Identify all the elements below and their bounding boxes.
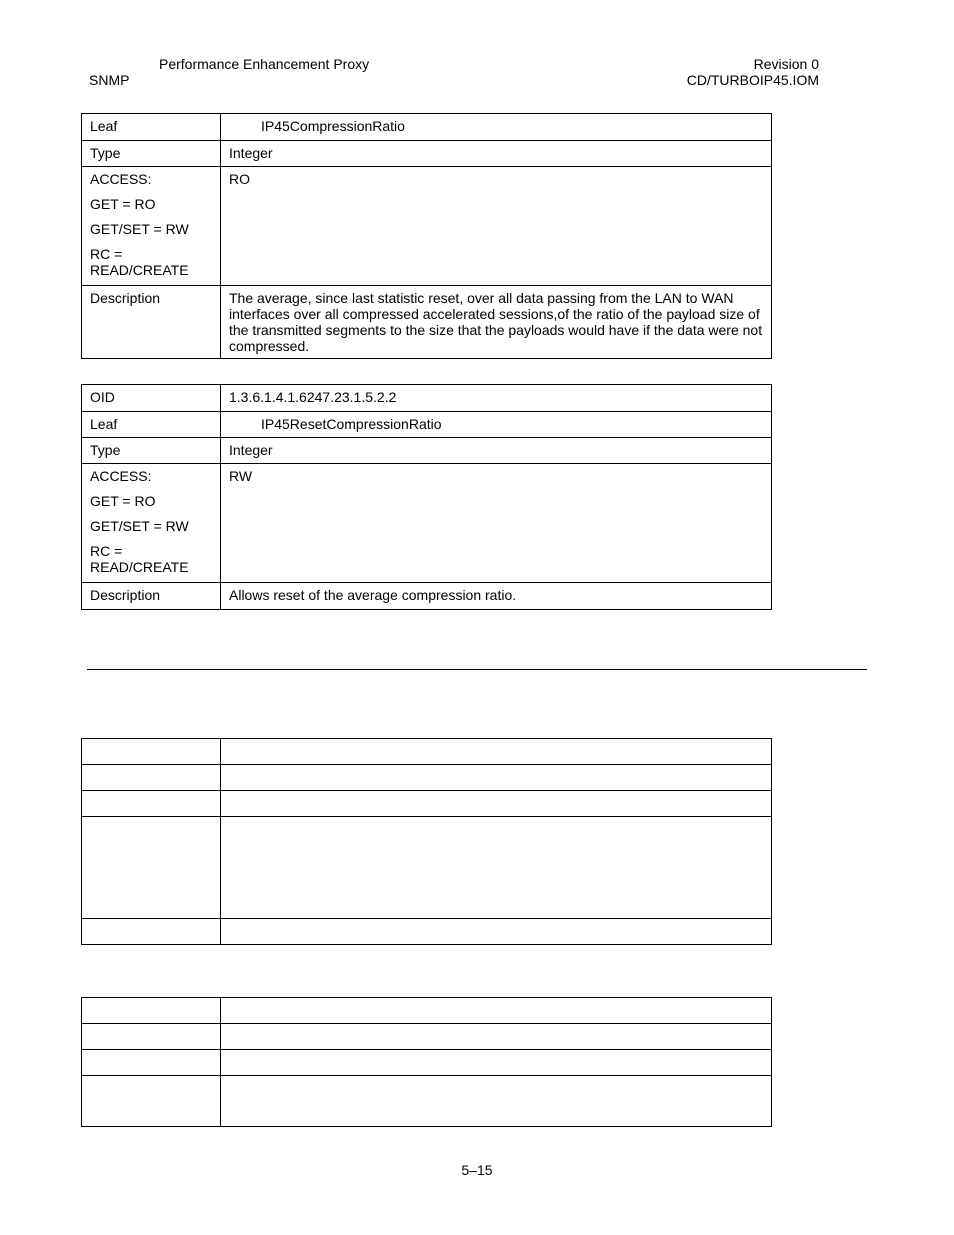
empty-table-1 — [81, 738, 772, 945]
revision: Revision 0 — [753, 56, 819, 72]
access-line: ACCESS: — [90, 468, 152, 484]
access-label — [90, 171, 212, 278]
page-number: 5–15 — [461, 1162, 493, 1178]
section-divider — [87, 669, 867, 670]
empty-row — [82, 1076, 772, 1127]
empty-row — [82, 1050, 772, 1076]
access-line: GET = RO — [90, 493, 156, 509]
empty-table-2 — [81, 997, 772, 1127]
description-label: Description — [90, 587, 161, 603]
oid-value: 1.3.6.1.4.1.6247.23.1.5.2.2 — [229, 389, 397, 405]
oid-label: OID — [90, 389, 115, 405]
access-value: RO — [229, 171, 250, 187]
empty-row — [82, 1024, 772, 1050]
description-row — [82, 286, 772, 359]
access-line: RC = — [90, 246, 123, 262]
oid-row — [82, 385, 772, 412]
doc-id: CD/TURBOIP45.IOM — [686, 72, 819, 88]
doc-title: Performance Enhancement Proxy — [159, 56, 370, 72]
empty-row — [82, 791, 772, 817]
type-value: Integer — [229, 145, 273, 161]
empty-row — [82, 739, 772, 765]
access-value: RW — [229, 468, 253, 484]
mib-table-reset-compression-ratio — [81, 384, 772, 610]
empty-row — [82, 765, 772, 791]
empty-row — [82, 817, 772, 919]
access-label — [90, 468, 212, 575]
access-line: ACCESS: — [90, 171, 152, 187]
access-row — [82, 464, 772, 583]
leaf-label: Leaf — [90, 118, 118, 134]
description-label: Description — [90, 290, 161, 306]
leaf-value: IP45CompressionRatio — [261, 118, 405, 134]
access-line: READ/CREATE — [90, 262, 189, 278]
access-line: READ/CREATE — [90, 559, 189, 575]
type-label: Type — [90, 145, 121, 161]
access-row — [82, 167, 772, 286]
description-value: The average, since last statistic reset, over all data passing from the LAN to WAN interfaces over all compressed accelerated sessions,of the ratio of the payload size of the transmitted segments to the size that the payloads would have if the data were not compressed. — [229, 290, 763, 354]
access-line: GET/SET = RW — [90, 518, 189, 534]
access-line: RC = — [90, 543, 123, 559]
type-row — [82, 141, 772, 167]
leaf-row — [82, 412, 772, 438]
description-value: Allows reset of the average compression ratio. — [229, 587, 517, 603]
access-line: GET/SET = RW — [90, 221, 189, 237]
description-row — [82, 583, 772, 610]
leaf-row — [82, 114, 772, 141]
access-line: GET = RO — [90, 196, 156, 212]
section-name: SNMP — [89, 72, 130, 88]
leaf-label: Leaf — [90, 416, 118, 432]
leaf-value: IP45ResetCompressionRatio — [261, 416, 442, 432]
type-row — [82, 438, 772, 464]
type-value: Integer — [229, 442, 273, 458]
type-label: Type — [90, 442, 121, 458]
mib-table-compression-ratio — [81, 113, 772, 359]
empty-row — [82, 919, 772, 945]
empty-row — [82, 998, 772, 1024]
